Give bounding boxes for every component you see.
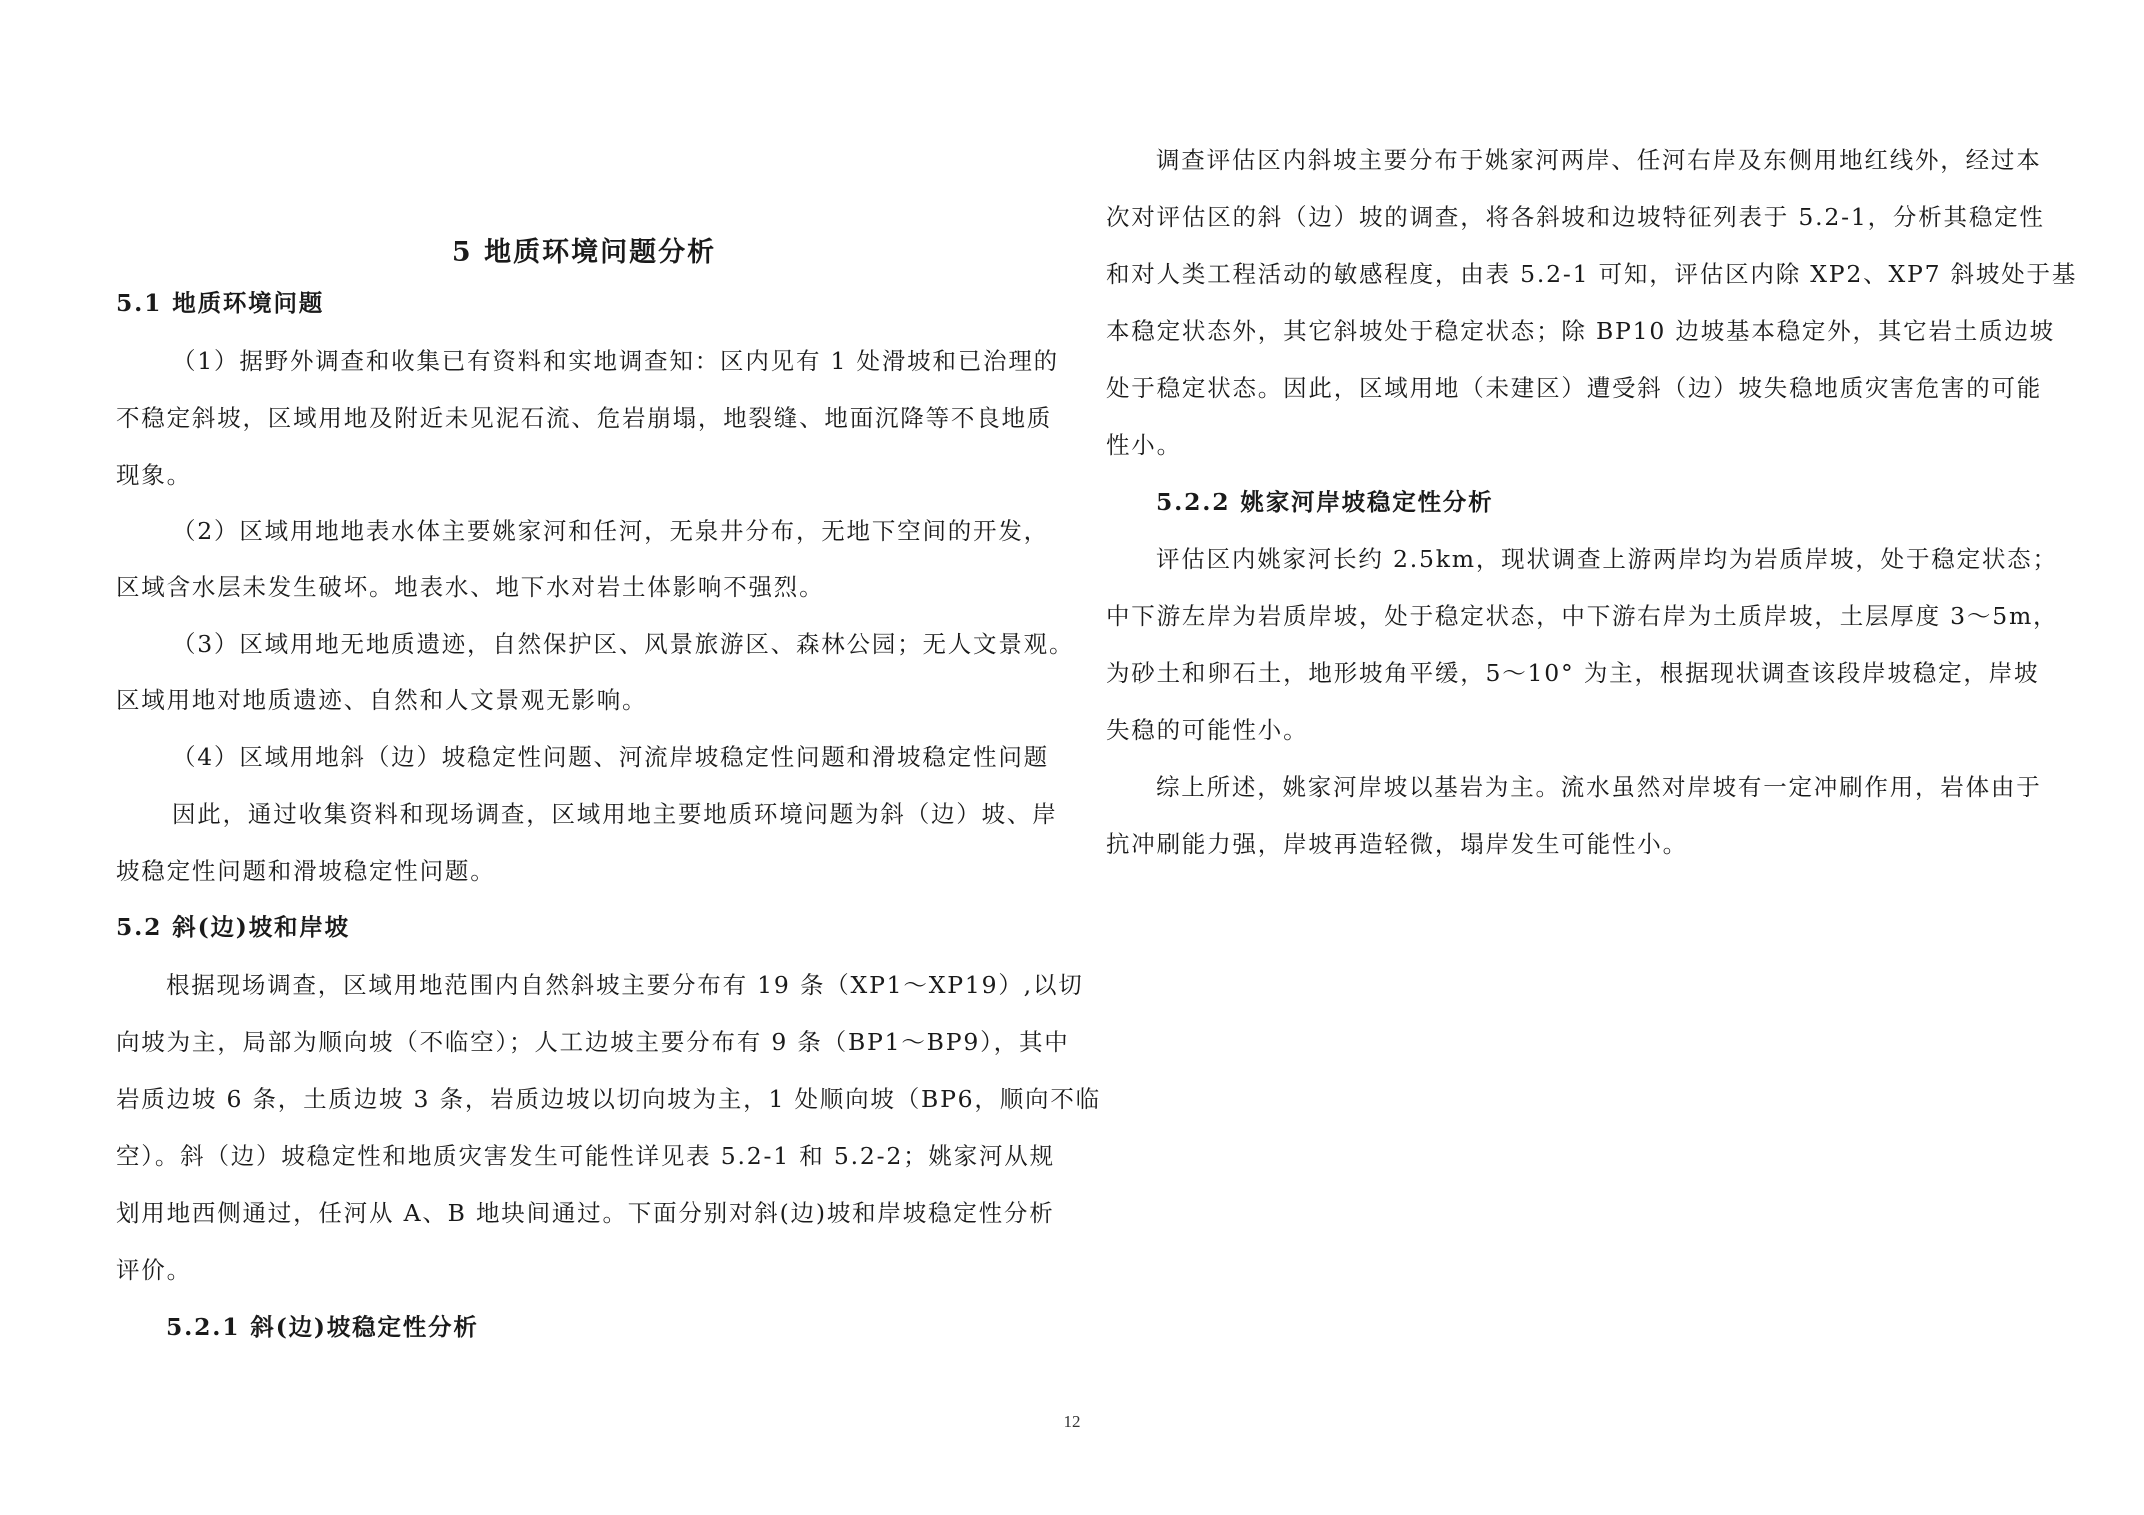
section-5-1-line: 区域用地对地质遗迹、自然和人文景观无影响。 [116, 686, 648, 714]
section-5-1-line: 现象。 [116, 461, 192, 489]
subheading-5-2-2: 5.2.2 姚家河岸坡稳定性分析 [1156, 488, 1494, 516]
chapter-title: 5 地质环境问题分析 [451, 237, 717, 268]
section-5-2-line: 岩质边坡 6 条，土质边坡 3 条，岩质边坡以切向坡为主，1 处顺向坡（BP6，顺向不临 [116, 1085, 1101, 1113]
right-paragraph-1-line: 调查评估区内斜坡主要分布于姚家河两岸、任河右岸及东侧用地红线外，经过本 [1156, 146, 2042, 174]
right-paragraph-2-line: 评估区内姚家河长约 2.5km，现状调查上游两岸均为岩质岸坡，处于稳定状态； [1156, 545, 2058, 573]
right-paragraph-1-line: 本稳定状态外，其它斜坡处于稳定状态；除 BP10 边坡基本稳定外，其它岩土质边坡 [1106, 317, 2055, 345]
section-5-1-line: （4）区域用地斜（边）坡稳定性问题、河流岸坡稳定性问题和滑坡稳定性问题 [172, 743, 1049, 771]
section-5-1-line: 区域含水层未发生破坏。地表水、地下水对岩土体影响不强烈。 [116, 573, 825, 601]
right-paragraph-3-line: 抗冲刷能力强，岸坡再造轻微，塌岸发生可能性小。 [1106, 830, 1688, 858]
section-5-2-line: 向坡为主，局部为顺向坡（不临空）；人工边坡主要分布有 9 条（BP1～BP9），其中 [116, 1028, 1070, 1056]
section-5-1-line: 坡稳定性问题和滑坡稳定性问题。 [116, 857, 496, 885]
section-5-2-line: 根据现场调查，区域用地范围内自然斜坡主要分布有 19 条（XP1～XP19）,以切 [166, 971, 1084, 999]
right-paragraph-2-line: 失稳的可能性小。 [1106, 716, 1309, 744]
section-5-2-line: 划用地西侧通过，任河从 A、B 地块间通过。下面分别对斜(边)坡和岸坡稳定性分析 [116, 1199, 1055, 1227]
section-5-2-line: 评价。 [116, 1256, 192, 1284]
right-paragraph-1-line: 和对人类工程活动的敏感程度，由表 5.2-1 可知，评估区内除 XP2、XP7 斜坡处于基 [1106, 260, 2078, 288]
right-paragraph-1-line: 性小。 [1106, 431, 1182, 459]
section-5-1-line: （2）区域用地地表水体主要姚家河和任河，无泉井分布，无地下空间的开发， [172, 517, 1049, 545]
section-5-2-line: 空）。斜（边）坡稳定性和地质灾害发生可能性详见表 5.2-1 和 5.2-2；姚家河从规 [116, 1142, 1055, 1170]
right-paragraph-3-line: 综上所述，姚家河岸坡以基岩为主。流水虽然对岸坡有一定冲刷作用，岩体由于 [1156, 773, 2042, 801]
subheading-5-2-1: 5.2.1 斜(边)坡稳定性分析 [166, 1313, 479, 1341]
section-5-1-line: （1）据野外调查和收集已有资料和实地调查知：区内见有 1 处滑坡和已治理的 [172, 347, 1059, 375]
right-paragraph-2-line: 中下游左岸为岩质岸坡，处于稳定状态，中下游右岸为土质岸坡，土层厚度 3～5m， [1106, 602, 2059, 630]
section-5-1-line: （3）区域用地无地质遗迹，自然保护区、风景旅游区、森林公园；无人文景观。 [172, 630, 1075, 658]
section-5-2-heading: 5.2 斜(边)坡和岸坡 [116, 913, 350, 941]
section-5-1-line: 因此，通过收集资料和现场调查，区域用地主要地质环境问题为斜（边）坡、岸 [172, 800, 1058, 828]
right-paragraph-2-line: 为砂土和卵石土，地形坡角平缓，5～10° 为主，根据现状调查该段岸坡稳定，岸坡 [1106, 659, 2040, 687]
right-paragraph-1-line: 处于稳定状态。因此，区域用地（未建区）遭受斜（边）坡失稳地质灾害危害的可能 [1106, 374, 2043, 402]
section-5-1-line: 不稳定斜坡，区域用地及附近未见泥石流、危岩崩塌，地裂缝、地面沉降等不良地质 [116, 404, 1053, 432]
right-paragraph-1-line: 次对评估区的斜（边）坡的调查，将各斜坡和边坡特征列表于 5.2-1，分析其稳定性 [1106, 203, 2045, 231]
page-number: 12 [1063, 1412, 1081, 1431]
section-5-1-heading: 5.1 地质环境问题 [116, 289, 325, 317]
